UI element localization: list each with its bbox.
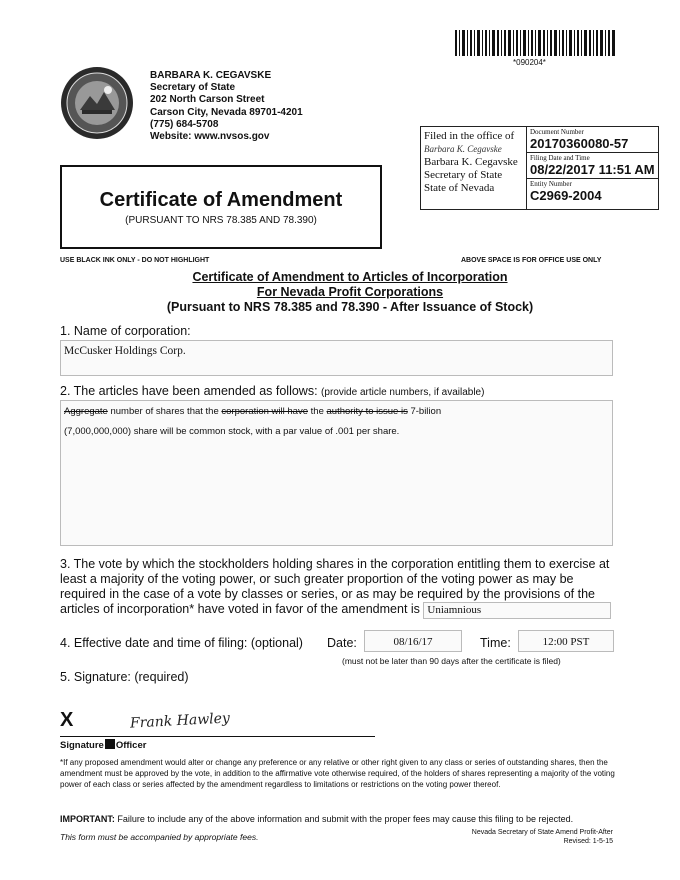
signature-caption-b: Officer xyxy=(115,740,147,751)
time-field[interactable]: 12:00 PST xyxy=(518,630,614,652)
secretary-name: BARBARA K. CEGAVSKE xyxy=(150,70,272,81)
certificate-title: Certificate of Amendment xyxy=(99,189,343,211)
office-city: Carson City, Nevada 89701-4201 xyxy=(150,106,303,118)
corporation-name-field[interactable]: McCusker Holdings Corp. xyxy=(60,340,613,376)
filed-line-1: Filed in the office of xyxy=(424,130,515,142)
amendment-strike-1: Aggregate xyxy=(64,406,108,417)
date-note: (must not be later than 90 days after the certificate is filed) xyxy=(342,656,561,666)
signature-label-heading: 5. Signature: (required) xyxy=(60,670,189,684)
form-id-line-1: Nevada Secretary of State Amend Profit-After xyxy=(471,829,613,836)
heading-line-2: For Nevada Profit Corporations xyxy=(256,285,444,299)
form-heading xyxy=(60,270,640,315)
amendment-label-hint: (provide article numbers, if available) xyxy=(321,387,485,398)
heading-line-3: (Pursuant to NRS 78.385 and 78.390 - After Issuance of Stock) xyxy=(166,300,534,314)
form-id-line-2: Revised: 1-5-15 xyxy=(563,838,613,845)
heading-line-1: Certificate of Amendment to Articles of Incorporation xyxy=(192,270,508,284)
amendment-text-field[interactable] xyxy=(60,400,613,546)
filed-line-4: State of Nevada xyxy=(424,182,495,194)
important-text: Failure to include any of the above information and submit with the proper fees may cause this filing to be rejected. xyxy=(114,814,574,824)
redaction-mark xyxy=(105,739,115,749)
barcode xyxy=(455,30,615,56)
filed-line-3: Secretary of State xyxy=(424,169,503,181)
certificate-subtitle: (PURSUANT TO NRS 78.385 AND 78.390) xyxy=(125,215,317,226)
amendment-text-2: the xyxy=(310,406,324,417)
entity-number-label: Entity Number xyxy=(530,180,572,188)
filing-date-label: Filing Date and Time xyxy=(530,154,590,162)
form-identifier xyxy=(459,828,613,846)
important-label: IMPORTANT: xyxy=(60,814,115,824)
state-seal-icon xyxy=(60,66,134,140)
ink-instruction: USE BLACK INK ONLY - DO NOT HIGHLIGHT xyxy=(60,257,210,264)
vote-text: 3. The vote by which the stockholders holding shares in the corporation entitling them to exercise at least a majority of the voting power, or such greater proportion of the voting power as may be required in the case of a vote by classes or series, or as may be required by the provisions of the articles of incorporation* have voted in favor of the amendment is xyxy=(60,557,610,616)
filing-date-value: 08/22/2017 11:51 AM xyxy=(530,162,655,177)
signature-x-mark: X xyxy=(60,709,74,731)
office-street: 202 North Carson Street xyxy=(150,94,265,106)
amendment-strike-3: authority to issue is xyxy=(326,406,408,417)
time-label: Time: xyxy=(480,636,511,650)
document-number-value: 20170360080-57 xyxy=(530,136,629,151)
signature-line xyxy=(60,736,375,737)
amendment-text-1: number of shares that the xyxy=(110,406,219,417)
signature-caption-a: Signature xyxy=(60,740,104,751)
important-notice xyxy=(60,814,630,824)
document-number-cell xyxy=(527,127,658,153)
office-use-note: ABOVE SPACE IS FOR OFFICE USE ONLY xyxy=(461,257,602,264)
amendment-strike-2: corporation will have xyxy=(221,406,308,417)
filing-date-cell xyxy=(527,153,658,179)
office-phone: (775) 684-5708 xyxy=(150,118,219,130)
amendment-text-3: 7-bilion xyxy=(410,406,442,417)
office-address xyxy=(150,70,303,143)
date-field[interactable]: 08/16/17 xyxy=(364,630,462,652)
document-number-label: Document Number xyxy=(530,128,584,136)
vote-paragraph xyxy=(60,557,620,619)
entity-number-cell xyxy=(527,179,658,205)
filing-stamp-box xyxy=(420,126,659,210)
officer-signature[interactable]: Frank Hawley xyxy=(129,710,231,732)
entity-number-value: C2969-2004 xyxy=(530,188,602,203)
certificate-title-box xyxy=(60,165,382,249)
amendment-label xyxy=(60,384,484,398)
secretary-title: Secretary of State xyxy=(150,82,236,94)
vote-field[interactable]: Uniamnious xyxy=(423,602,611,619)
amendment-line-1 xyxy=(64,402,609,422)
barcode-number: *090204* xyxy=(513,58,546,67)
signature-caption xyxy=(60,739,146,751)
footnote: *If any proposed amendment would alter or change any preference or any relative or other right given to any class or series of outstanding shares, then the amendment must be approved by the vote, in addition to the affirmative vote otherwise required, of the holders of shares representing a majority of the voting power of each class or series affected by the amendment regardless to limitations or restrictions on the voting power thereof. xyxy=(60,758,615,789)
amendment-line-2: (7,000,000,000) share will be common stock, with a par value of .001 per share. xyxy=(64,426,400,437)
office-website: Website: www.nvsos.gov xyxy=(150,131,270,143)
effective-date-label: 4. Effective date and time of filing: (optional) xyxy=(60,636,303,650)
filed-office-text xyxy=(421,127,526,209)
corporation-name-label: 1. Name of corporation: xyxy=(60,324,191,338)
secretary-signature: Barbara K. Cegavske xyxy=(424,144,502,154)
fees-note: This form must be accompanied by appropriate fees. xyxy=(60,832,259,842)
filing-numbers xyxy=(526,127,658,209)
amendment-label-main: 2. The articles have been amended as follows: xyxy=(60,384,318,398)
date-label: Date: xyxy=(327,636,357,650)
filed-line-2: Barbara K. Cegavske xyxy=(424,156,518,168)
